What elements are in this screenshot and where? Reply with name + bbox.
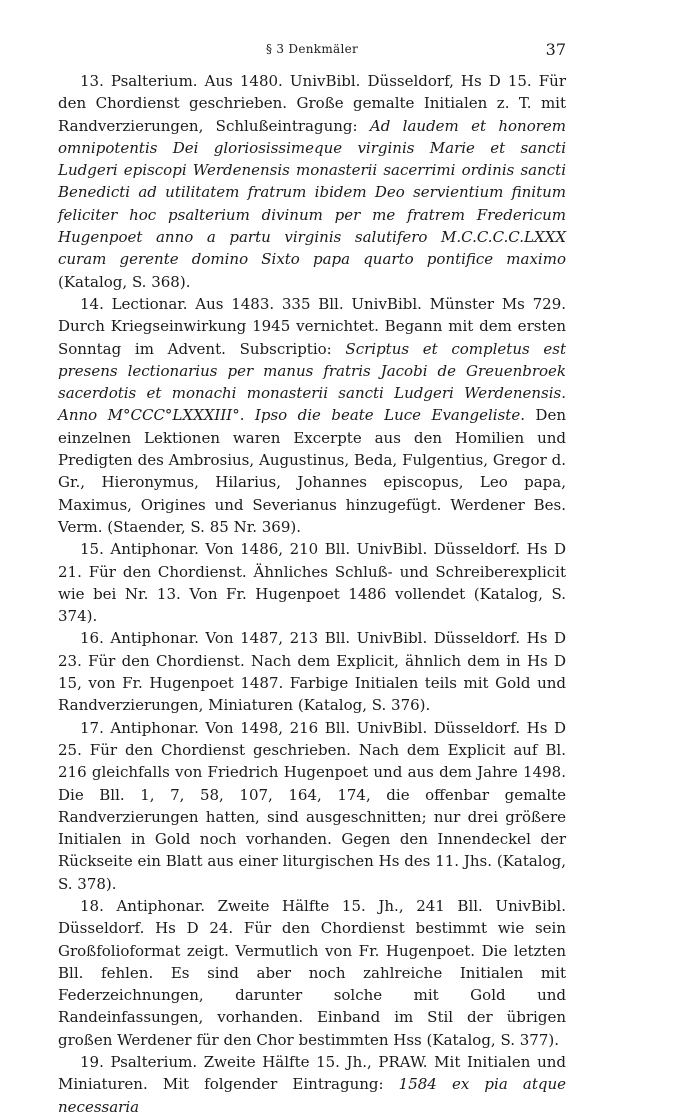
entry-text: 19. Psalterium. Zweite Hälfte 15. Jh., PRAW. Mit Initialen und Miniaturen. Mit folgender Eintragung: (58, 1053, 566, 1094)
body-text (58, 70, 566, 1118)
page-header (58, 38, 566, 62)
catalog-entry (58, 895, 566, 1051)
running-head: § 3 Denkmäler (265, 42, 359, 56)
catalog-entry (58, 1051, 566, 1118)
latin-inscription: Scriptus et completus est presens lectionarius per manus fratris Jacobi de Greuenbroek sacerdotis et monachi monasterii sancti Ludgeri Werdenensis. Anno M°CCC°LXXXIII°. Ipso die beate Luce Evangeliste. (58, 339, 567, 425)
entry-text: 15. Antiphonar. Von 1486, 210 Bll. UnivBibl. Düsseldorf. Hs D 21. Für den Chordienst. Ähnliches Schluß- und Schreiberexplicit wie bei Nr. 13. Von Fr. Hugenpoet 1486 vollendet (Katalog, S. 374). (58, 540, 566, 626)
entry-text: 13. Psalterium. Aus 1480. UnivBibl. Düsseldorf, Hs D 15. Für den Chordienst geschrieben. Große gemalte Initialen z. T. mit Randverzierungen, Schlußeintragung: (58, 72, 566, 135)
catalog-entry (58, 293, 566, 538)
latin-inscription: 1584 ex pia atque necessaria (58, 1075, 566, 1116)
entry-text: Den einzelnen Lektionen waren Excerpte aus den Homilien und Predigten des Ambrosius, Augustinus, Beda, Fulgentius, Gregor d. Gr., Hieronymus, Hilarius, Johannes episcopus, Leo papa, Maximus, Origines und Severianus hinzugefügt. Werdener Bes. Verm. (Staender, S. 85 Nr. 369). (58, 406, 566, 536)
book-page (58, 38, 566, 1118)
catalog-entry (58, 717, 566, 895)
entry-text: 16. Antiphonar. Von 1487, 213 Bll. UnivBibl. Düsseldorf. Hs D 23. Für den Chordienst. Nach dem Explicit, ähnlich dem in Hs D 15, von Fr. Hugenpoet 1487. Farbige Initialen teils mit Gold und Randverzierungen, Miniaturen (Katalog, S. 376). (58, 629, 566, 715)
catalog-entry (58, 538, 566, 627)
entry-text: 17. Antiphonar. Von 1498, 216 Bll. UnivBibl. Düsseldorf. Hs D 25. Für den Chordienst geschrieben. Nach dem Explicit auf Bl. 216 gleichfalls von Friedrich Hugenpoet und aus dem Jahre 1498. Die Bll. 1, 7, 58, 107, 164, 174, die offenbar gemalte Randverzierungen hatten, sind ausgeschnitten; nur drei größere Initialen in Gold noch vorhanden. Gegen den Innendeckel der Rückseite ein Blatt aus einer liturgischen Hs des 11. Jhs. (Katalog, S. 378). (58, 718, 566, 893)
catalog-entry (58, 70, 566, 293)
catalog-entry (58, 627, 566, 716)
page-number: 37 (545, 40, 566, 59)
entry-text: 18. Antiphonar. Zweite Hälfte 15. Jh., 241 Bll. UnivBibl. Düsseldorf. Hs D 24. Für den Chordienst bestimmt wie sein Großfolioformat zeigt. Vermutlich von Fr. Hugenpoet. Die letzten Bll. fehlen. Es sind aber noch zahlreiche Initialen mit Federzeichnungen, darunter solche mit Gold und Randeinfassungen, vorhanden. Einband im Stil der übrigen großen Werdener für den Chor bestimmten Hss (Katalog, S. 377). (58, 896, 566, 1049)
latin-inscription: Ad laudem et honorem omnipotentis Dei gloriosissimeque virginis Marie et sancti Ludgeri episcopi Werdenensis monasterii sacerrimi ordinis sancti Benedicti ad utilitatem fratrum ibidem Deo servientium finitum feliciter hoc psalterium divinum per me fratrem Fredericum Hugenpoet anno a partu virginis salutifero M.C.C.C.C.LXXX curam gerente domino Sixto papa quarto pontifice maximo (58, 116, 566, 269)
entry-text: (Katalog, S. 368). (58, 272, 191, 291)
entry-text: 14. Lectionar. Aus 1483. 335 Bll. UnivBibl. Münster Ms 729. Durch Kriegseinwirkung 1945 vernichtet. Begann mit dem ersten Sonntag im Advent. Subscriptio: (58, 294, 566, 358)
